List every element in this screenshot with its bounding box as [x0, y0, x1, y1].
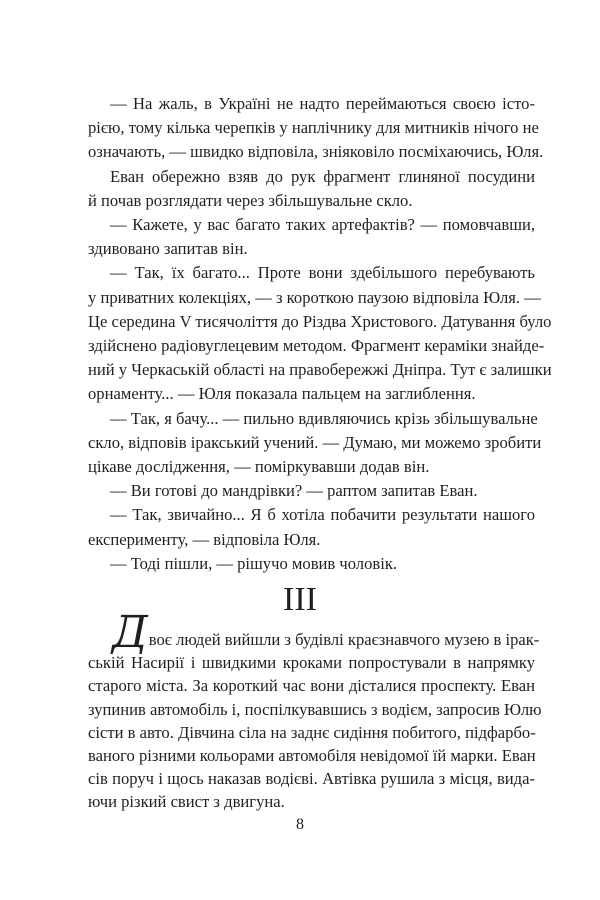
chapter-heading: III — [283, 581, 317, 618]
text-line: — Тоді пішли, — рішучо мовив чоловік. — [110, 553, 398, 573]
text-line: здійснено радіовуглецевим методом. Фрагмент кераміки знайде- — [88, 336, 545, 356]
text-line: — Так, я бачу... — пильно вдивляючись крізь збільшувальне — [110, 408, 538, 428]
text-line: цікаве дослідження, — поміркувавши додав він. — [88, 457, 430, 477]
text-line: Це середина V тисячоліття до Різдва Христового. Датування було — [88, 311, 552, 331]
text-line: у приватних колекціях, — з короткою паузою відповіла Юля. — — [88, 287, 541, 307]
text-line: старого міста. За короткий час вони дісталися проспекту. Еван — [88, 676, 535, 696]
text-section-1 — [88, 92, 552, 576]
text-line: ючи різкий свист з двигуна. — [88, 792, 285, 812]
text-line: орнаменту... — Юля показала пальцем на заглиблення. — [88, 384, 476, 404]
text-line: зупинив автомобіль і, поспілкувавшись з водієм, запросив Юлю — [88, 699, 542, 719]
drop-cap: Д — [112, 607, 148, 658]
text-line: й почав розглядати через збільшувальне скло. — [88, 190, 413, 210]
text-section-2 — [88, 607, 542, 814]
text-line: здивовано запитав він. — [88, 239, 248, 259]
text-line-content: воє людей вийшли з будівлі краєзнавчого музею в ірак- — [148, 630, 540, 649]
page-number: 8 — [296, 816, 304, 833]
text-line: сісти в авто. Дівчина сіла на заднє сидіння побитого, підфарбо- — [88, 722, 536, 742]
text-line: ний у Черкаській області на правобережжі Дніпра. Тут є залишки — [88, 360, 552, 380]
text-line: — Так, їх багато... Проте вони здебільшого перебувають — [110, 263, 535, 283]
text-line — [88, 607, 540, 658]
text-line: означають, — швидко відповіла, зніяковіло посміхаючись, Юля. — [88, 142, 544, 162]
text-line: експерименту, — відповіла Юля. — [88, 529, 321, 549]
text-line: ваного різними кольорами автомобіля невідомої їй марки. Еван — [88, 746, 536, 766]
text-line: сів поруч і щось наказав водієві. Автівка рушила з місця, вида- — [88, 769, 535, 789]
text-line: ській Насирії і швидкими кроками попростували в напрямку — [88, 653, 535, 673]
text-line: рією, тому кілька черепків у наплічнику для митників нічого не — [88, 118, 539, 138]
text-line: — Так, звичайно... Я б хотіла побачити результати нашого — [110, 505, 535, 525]
text-line: — Кажете, у вас багато таких артефактів? — помовчавши, — [110, 215, 535, 235]
text-line: — Ви готові до мандрівки? — раптом запитав Еван. — [110, 481, 478, 501]
text-line: — На жаль, в Україні не надто переймаються своєю істо- — [110, 94, 535, 113]
text-line: Еван обережно взяв до рук фрагмент глиняної посудини — [110, 166, 535, 186]
text-line: скло, відповів іракський учений. — Думаю, ми можемо зробити — [88, 432, 542, 452]
